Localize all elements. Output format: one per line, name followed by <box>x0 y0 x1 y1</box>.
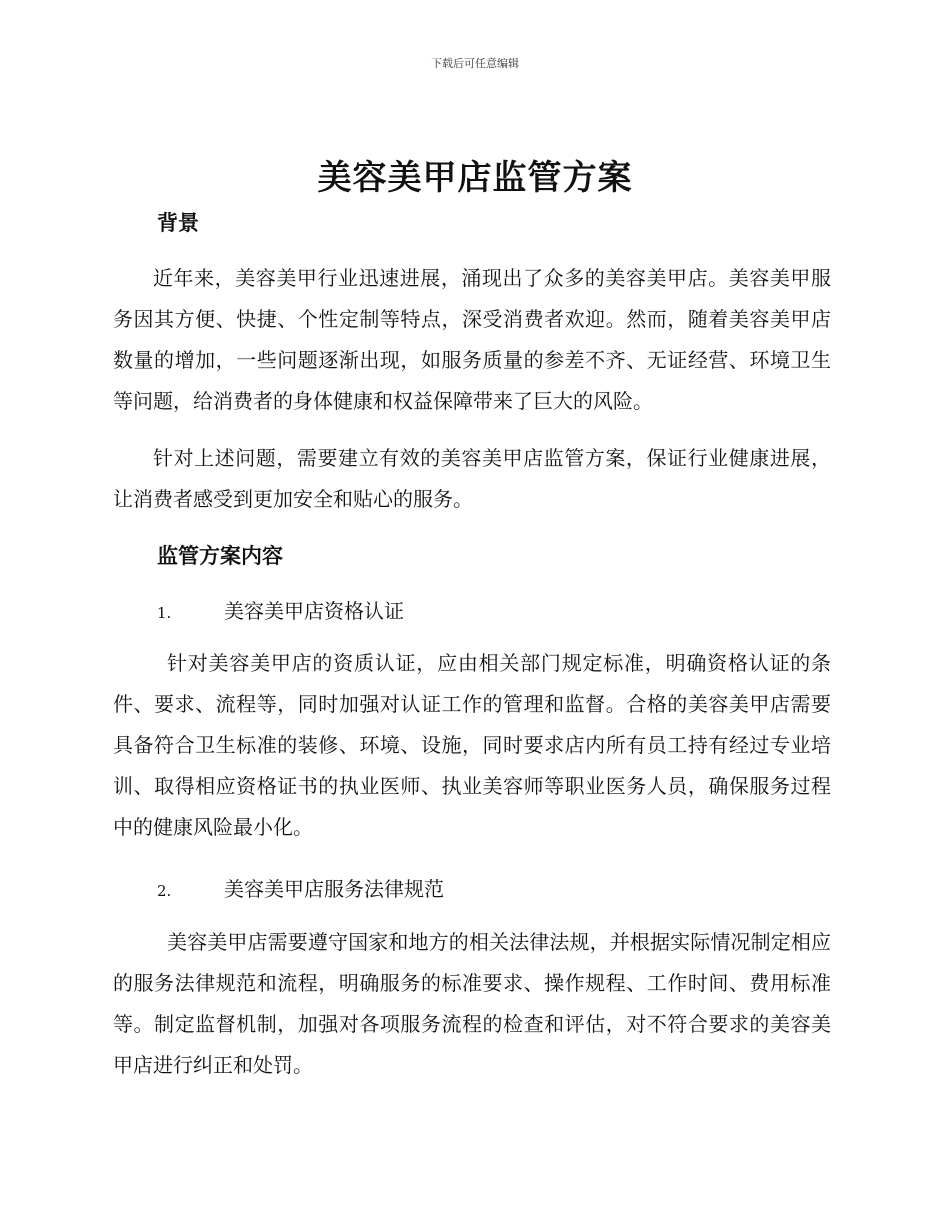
background-paragraph-2: 针对上述问题，需要建立有效的美容美甲店监管方案，保证行业健康进展，让消费者感受到更加安全和贴心的服务。 <box>113 446 831 511</box>
list-item-2 <box>157 873 444 902</box>
content-paragraph-1: 针对美容美甲店的资质认证，应由相关部门规定标准，明确资格认证的条件、要求、流程等，同时加强对认证工作的管理和监督。合格的美容美甲店需要具备符合卫生标准的装修、环境、设施，同时要求店内所有员工持有经过专业培训、取得相应资格证书的执业医师、执业美容师等职业医务人员，确保服务过程中的健康风险最小化。 <box>113 651 831 839</box>
section-heading-content: 监管方案内容 <box>157 544 283 568</box>
list-item-title: 美容美甲店服务法律规范 <box>224 877 444 901</box>
list-item-number: 1. <box>157 604 172 622</box>
section-heading-background: 背景 <box>157 211 199 235</box>
list-item-number: 2. <box>157 882 172 900</box>
header-note: 下载后可任意编辑 <box>431 57 519 70</box>
background-paragraph-1: 近年来，美容美甲行业迅速进展，涌现出了众多的美容美甲店。美容美甲服务因其方便、快捷、个性定制等特点，深受消费者欢迎。然而，随着美容美甲店数量的增加，一些问题逐渐出现，如服务质量的参差不齐、无证经营、环境卫生等问题，给消费者的身体健康和权益保障带来了巨大的风险。 <box>113 266 831 413</box>
document-title: 美容美甲店监管方案 <box>317 158 633 198</box>
list-item-title: 美容美甲店资格认证 <box>224 599 404 623</box>
list-item-1 <box>157 595 404 624</box>
content-paragraph-2: 美容美甲店需要遵守国家和地方的相关法律法规，并根据实际情况制定相应的服务法律规范和流程，明确服务的标准要求、操作规程、工作时间、费用标准等。制定监督机制，加强对各项服务流程的检查和评估，对不符合要求的美容美甲店进行纠正和处罚。 <box>113 930 831 1077</box>
